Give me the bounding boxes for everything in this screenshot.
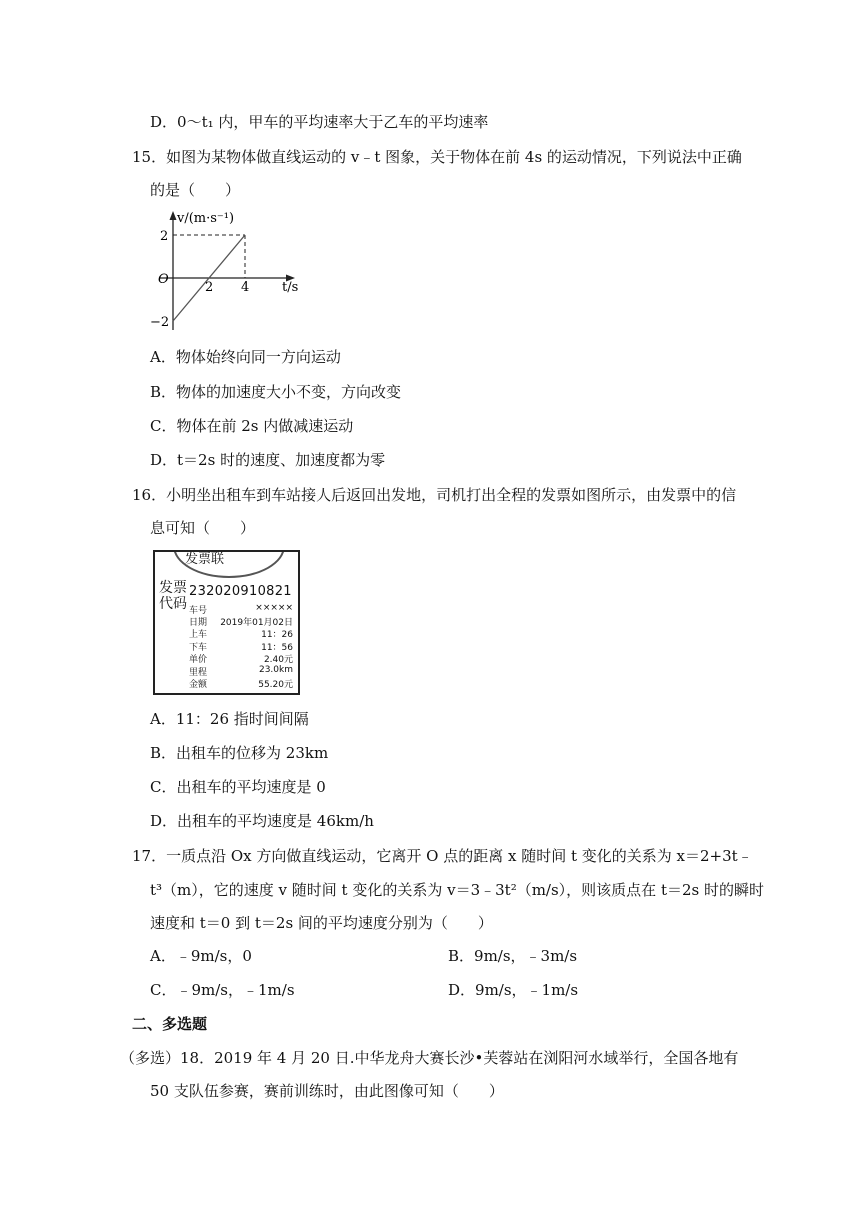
q17-stem-line3: 速度和 t＝0 到 t＝2s 间的平均速度分别为（ ） — [150, 914, 493, 932]
q14-option-d: D．0～t₁ 内，甲车的平均速率大于乙车的平均速率 — [150, 113, 489, 131]
section-title: 二、多选题 — [132, 1015, 208, 1033]
q17-option-c: C．﹣9m/s，﹣1m/s — [150, 981, 295, 999]
receipt-header: 发票联 — [185, 552, 225, 567]
q17-option-a: A．﹣9m/s，0 — [150, 947, 252, 965]
q15-option-d: D．t＝2s 时的速度、加速度都为零 — [150, 451, 386, 469]
receipt-row-board: 上车 11：26 — [189, 630, 293, 640]
receipt-row-alight: 下车 11：56 — [189, 643, 293, 653]
q17-option-b: B．9m/s，﹣3m/s — [448, 947, 578, 965]
q17-stem-line2: t³（m），它的速度 v 随时间 t 变化的关系为 v＝3﹣3t²（m/s），则该质点在 t＝2s 时的瞬时 — [150, 881, 764, 899]
receipt-row-plate: 车号 ××××× — [189, 603, 293, 616]
tick-y-2: 2 — [160, 229, 169, 244]
q17-stem-line1: 17．一质点沿 Ox 方向做直线运动，它离开 O 点的距离 x 随时间 t 变化的关系为 x＝2+3t﹣ — [132, 847, 753, 865]
taxi-receipt — [153, 550, 300, 695]
receipt-code: 232020910821 — [189, 584, 292, 599]
receipt-row-amount: 金额 55.20元 — [189, 680, 293, 690]
q16-stem-line1: 16．小明坐出租车到车站接人后返回出发地，司机打出全程的发票如图所示，由发票中的信 — [132, 486, 737, 504]
origin-label: O — [158, 272, 169, 287]
q15-stem-line2: 的是（ ） — [150, 181, 241, 199]
vt-graph — [140, 205, 330, 335]
q15-option-c: C．物体在前 2s 内做减速运动 — [150, 417, 354, 435]
tick-y-neg2: −2 — [150, 315, 170, 330]
receipt-row-distance: 里程 23.0km — [189, 665, 293, 678]
q16-option-c: C．出租车的平均速度是 0 — [150, 778, 326, 796]
q15-stem-line1: 15．如图为某物体做直线运动的 v﹣t 图象，关于物体在前 4s 的运动情况，下列说法中正确 — [132, 148, 742, 166]
q16-option-d: D．出租车的平均速度是 46km/h — [150, 812, 374, 830]
q18-stem-line1: （多选）18．2019 年 4 月 20 日.中华龙舟大赛长沙•芙蓉站在浏阳河水域举行，全国各地有 — [120, 1049, 739, 1067]
q15-option-a: A．物体始终向同一方向运动 — [150, 348, 341, 366]
receipt-row-date: 日期 2019年01月02日 — [189, 618, 293, 628]
q16-stem-line2: 息可知（ ） — [150, 519, 256, 537]
tick-x-4: 4 — [241, 280, 250, 295]
q16-option-a: A．11：26 指时间间隔 — [150, 710, 309, 728]
x-axis-label: t/s — [282, 280, 299, 295]
q15-option-b: B．物体的加速度大小不变，方向改变 — [150, 383, 402, 401]
receipt-row-price: 单价 2.40元 — [189, 655, 293, 665]
tick-x-2: 2 — [205, 280, 214, 295]
y-axis-arrow — [170, 211, 177, 220]
q16-option-b: B．出租车的位移为 23km — [150, 744, 329, 762]
receipt-code-label: 发票代码 — [159, 580, 187, 612]
q17-option-d: D．9m/s，﹣1m/s — [448, 981, 579, 999]
y-axis-label: v/(m·s⁻¹) — [177, 211, 235, 226]
q18-stem-line2: 50 支队伍参赛，赛前训练时，由此图像可知（ ） — [150, 1082, 504, 1100]
